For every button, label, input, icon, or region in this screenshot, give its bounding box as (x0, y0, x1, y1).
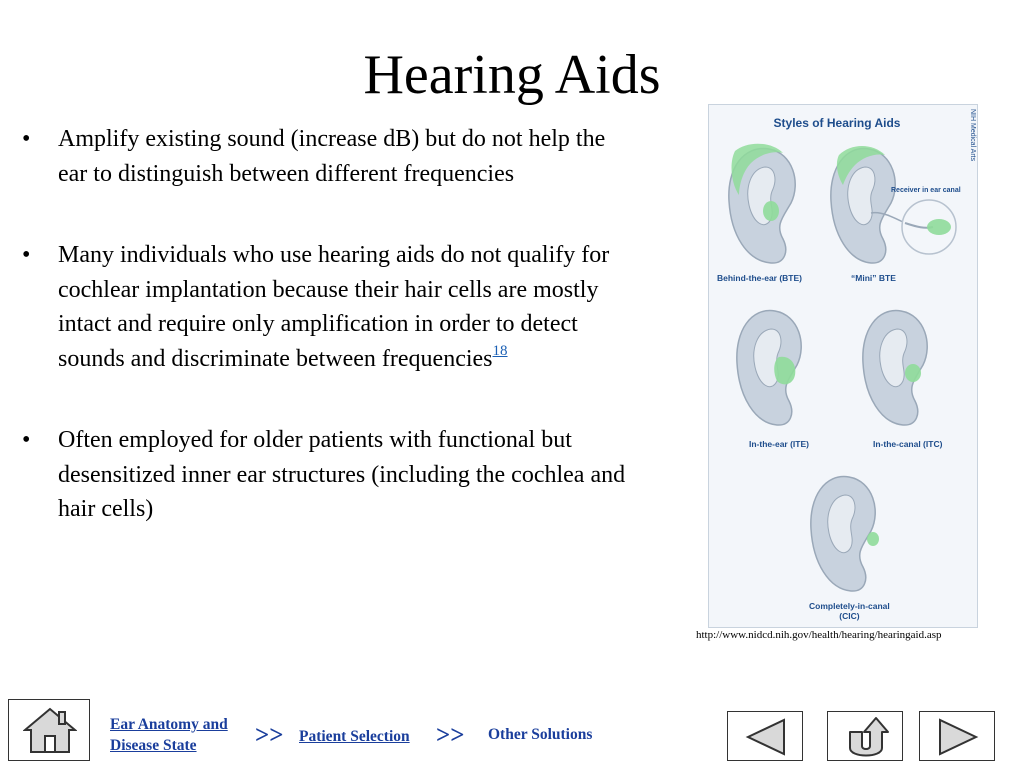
breadcrumb-patient-selection[interactable]: Patient Selection (299, 728, 410, 745)
bte-label: Behind-the-ear (BTE) (717, 273, 802, 283)
itc-label: In-the-canal (ITC) (873, 439, 943, 449)
home-button[interactable] (8, 699, 90, 761)
hearing-aids-figure (708, 104, 978, 628)
mini-bte-ear-illustration (821, 139, 907, 269)
ite-ear-illustration (725, 301, 815, 431)
cic-label (809, 601, 890, 621)
bullet-item (22, 122, 632, 191)
breadcrumb-ear-anatomy-line1: Ear Anatomy and (110, 716, 228, 733)
breadcrumb-other-solutions: Other Solutions (488, 726, 593, 743)
receiver-inset-icon (899, 197, 959, 257)
figure-credit: NIH Medical Arts (969, 109, 976, 162)
itc-ear-illustration (851, 301, 941, 431)
cic-label-line1: Completely-in-canal (809, 601, 890, 611)
breadcrumb-ear-anatomy-line2: Disease State (110, 737, 197, 754)
forward-arrow-icon (920, 712, 996, 762)
breadcrumb-separator: >> (436, 722, 465, 749)
bte-ear-illustration (713, 139, 809, 269)
home-icon (23, 706, 77, 756)
receiver-label: Receiver in ear canal (891, 187, 961, 194)
bullet-dot: • (22, 427, 31, 453)
image-source-url: http://www.nidcd.nih.gov/health/hearing/hearingaid.asp (696, 629, 942, 641)
bullet-list (22, 122, 632, 574)
bullet-item (22, 423, 632, 527)
bullet-dot: • (22, 126, 31, 152)
bullet-dot: • (22, 242, 31, 268)
reference-link[interactable]: 18 (492, 342, 508, 359)
bullet-item (22, 238, 632, 376)
breadcrumb-ear-anatomy[interactable] (110, 714, 228, 756)
back-arrow-icon (728, 712, 804, 762)
cic-label-line2: (CIC) (839, 611, 860, 621)
figure-title: Styles of Hearing Aids (773, 116, 901, 130)
next-button[interactable] (919, 711, 995, 761)
bullet-text: Often employed for older patients with functional but desensitized inner ear structures (including the cochlea and hair cells) (58, 427, 626, 522)
breadcrumb-separator: >> (255, 722, 284, 749)
mini-bte-label: “Mini” BTE (851, 273, 896, 283)
bullet-text: Many individuals who use hearing aids do not qualify for cochlear implantation because their hair cells are mostly intact and require only amplification in order to detect sounds and discriminate between frequencies (58, 242, 610, 372)
cic-ear-illustration (797, 467, 893, 597)
bullet-text: Amplify existing sound (increase dB) but do not help the ear to distinguish between different frequencies (58, 126, 606, 187)
return-button[interactable] (827, 711, 903, 761)
previous-button[interactable] (727, 711, 803, 761)
slide-title: Hearing Aids (363, 44, 661, 106)
ite-label: In-the-ear (ITE) (749, 439, 809, 449)
return-u-turn-icon (828, 712, 904, 762)
